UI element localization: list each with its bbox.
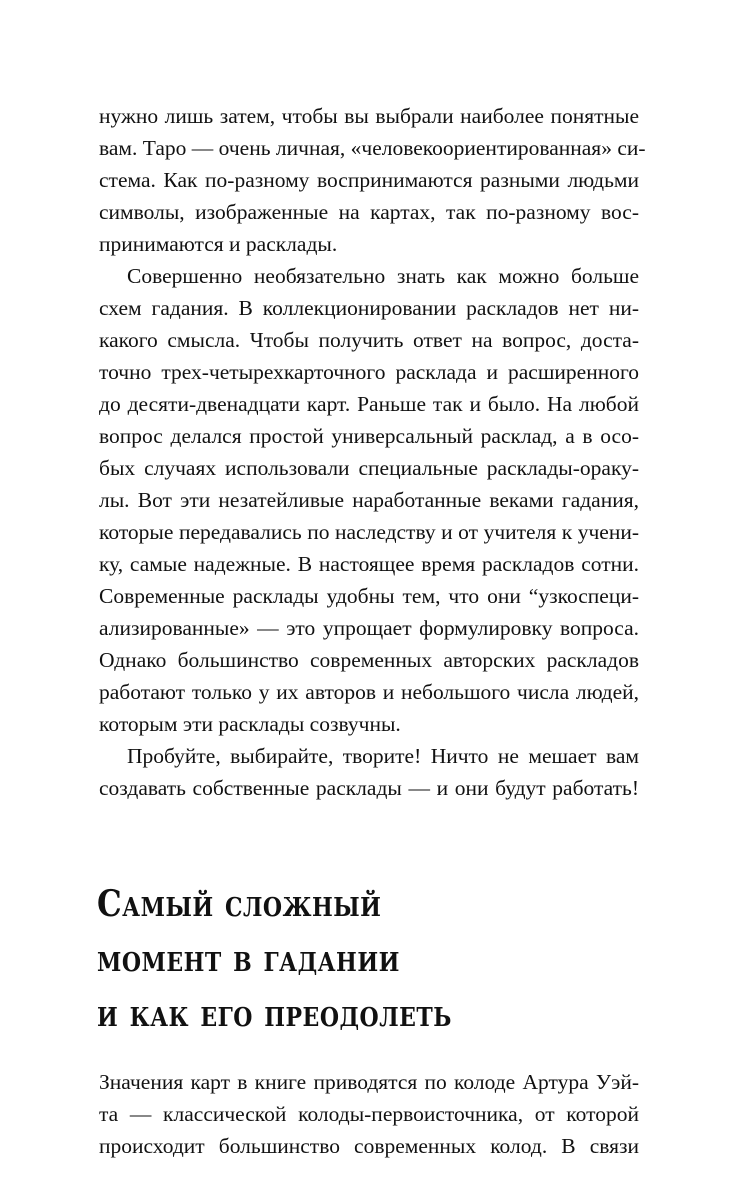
- text-line: ализированные» — это упрощает формулировку вопроса.: [99, 616, 639, 640]
- text-line: создавать собственные расклады — и они будут работать!: [99, 776, 639, 800]
- text-line: символы, изображенные на картах, так по-разному вос-: [99, 200, 639, 224]
- text-line: до десяти-двенадцати карт. Раньше так и было. На любой: [99, 392, 639, 416]
- text-line: вопрос делался простой универсальный расклад, а в осо-: [99, 424, 639, 448]
- text-line: происходит большинство современных колод. В связи: [99, 1134, 639, 1158]
- text-line: которым эти расклады созвучны.: [99, 712, 401, 736]
- text-line: Значения карт в книге приводятся по колоде Артура Уэй-: [99, 1070, 639, 1094]
- text-line: принимаются и расклады.: [99, 232, 338, 256]
- text-line: вам. Таро — очень личная, «человекоориентированная» си-: [99, 136, 646, 160]
- text-line: Однако большинство современных авторских раскладов: [99, 648, 639, 672]
- section-heading-line: момент в гадании: [97, 937, 400, 981]
- section-heading-line: Самый сложный: [97, 882, 382, 926]
- text-line: Современные расклады удобны тем, что они “узкоспеци-: [99, 584, 639, 608]
- text-line: схем гадания. В коллекционировании раскладов нет ни-: [99, 296, 639, 320]
- text-line: точно трех-четырехкарточного расклада и расширенного: [99, 360, 639, 384]
- text-line: нужно лишь затем, чтобы вы выбрали наиболее понятные: [99, 104, 639, 128]
- text-line: ку, самые надежные. В настоящее время раскладов сотни.: [99, 552, 639, 576]
- text-line: бых случаях использовали специальные расклады-ораку-: [99, 456, 639, 480]
- text-line: та — классической колоды-первоисточника, от которой: [99, 1102, 639, 1126]
- text-line: лы. Вот эти незатейливые наработанные веками гадания,: [99, 488, 639, 512]
- text-line: Пробуйте, выбирайте, творите! Ничто не мешает вам: [127, 744, 639, 768]
- section-heading-line: и как его преодолеть: [97, 992, 452, 1036]
- text-line: которые передавались по наследству и от учителя к учени-: [99, 520, 639, 544]
- text-line: стема. Как по-разному воспринимаются разными людьми: [99, 168, 639, 192]
- text-line: работают только у их авторов и небольшого числа людей,: [99, 680, 639, 704]
- text-line: Совершенно необязательно знать как можно больше: [127, 264, 639, 288]
- text-line: какого смысла. Чтобы получить ответ на вопрос, доста-: [99, 328, 639, 352]
